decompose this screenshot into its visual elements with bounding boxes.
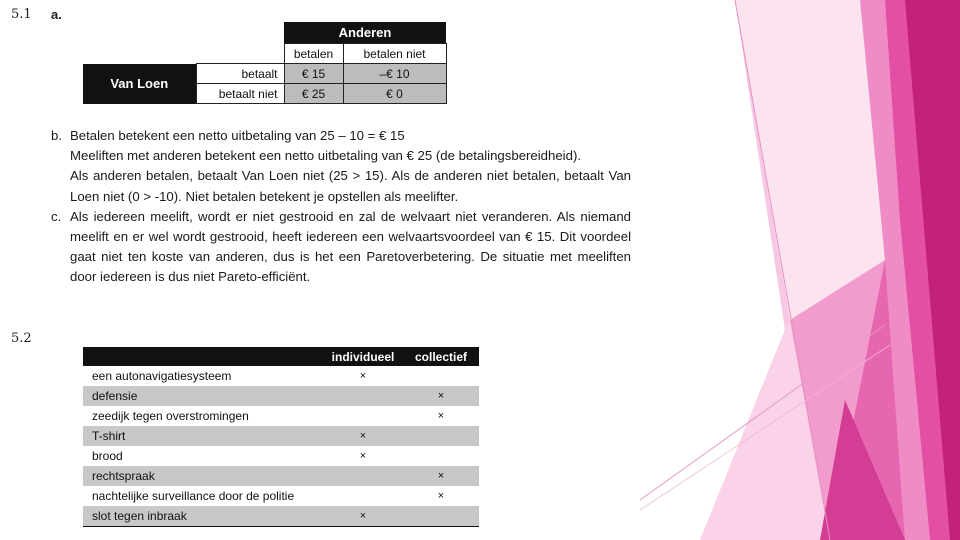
table-row <box>83 426 479 446</box>
payoff-group-header: Anderen <box>284 22 446 44</box>
mark-individueel: × <box>359 450 367 462</box>
part-c-text: Als iedereen meelift, wordt er niet gestrooid en zal de welvaart niet veranderen. Als niemand meelift en er wel wordt gestrooid, heeft iedereen een welvaartsvoordeel van € 15. Dit voordeel gaat niet ten koste van anderen, dus is het een Paretoverbetering. De situatie met meeliften door iedereen is dus niet Pareto-efficiënt. <box>70 208 631 285</box>
answer-text <box>51 126 631 288</box>
payoff-cell: € 0 <box>343 84 446 104</box>
mark-collectief <box>403 506 479 527</box>
good-name: zeedijk tegen overstromingen <box>92 409 249 423</box>
mark-individueel: × <box>323 506 403 527</box>
good-name: een autonavigatiesysteem <box>92 369 232 383</box>
payoff-row-label: betaalt niet <box>196 84 284 104</box>
mark-collectief: × <box>437 490 445 502</box>
part-b <box>51 126 631 207</box>
payoff-col-header: betalen niet <box>343 44 446 64</box>
table-row <box>83 466 479 486</box>
part-b-label: b. <box>51 128 62 143</box>
mark-collectief: × <box>437 410 445 422</box>
mark-collectief: × <box>403 466 479 486</box>
payoff-cell: –€ 10 <box>343 64 446 84</box>
section-number: 5.1 <box>11 7 32 22</box>
payoff-cell: € 25 <box>284 84 343 104</box>
table-row <box>83 406 479 426</box>
mark-collectief <box>403 366 479 386</box>
good-name: slot tegen inbraak <box>83 506 323 527</box>
good-name: defensie <box>83 386 323 406</box>
table-row <box>83 486 479 506</box>
good-name: nachtelijke surveillance door de politie <box>92 489 295 503</box>
table-row <box>83 366 479 386</box>
mark-individueel <box>323 486 403 506</box>
payoff-table <box>83 22 447 104</box>
mark-individueel: × <box>359 370 367 382</box>
table-row <box>83 386 479 406</box>
mark-collectief <box>403 446 479 466</box>
part-b-line: Meeliften met anderen betekent een netto uitbetaling van € 25 (de betalingsbereidheid). <box>70 148 582 164</box>
mark-collectief <box>403 426 479 446</box>
table-row <box>83 506 479 527</box>
good-name: rechtspraak <box>83 466 323 486</box>
part-a-label: a. <box>51 7 62 22</box>
mark-individueel <box>323 406 403 426</box>
part-b-line: Als anderen betalen, betaalt Van Loen niet (25 > 15). Als de anderen niet betalen, betaalt Van Loen niet (0 > -10). Niet betalen betekent je opstellen als meelifter. <box>70 168 631 204</box>
goods-header-individueel: individueel <box>323 347 403 366</box>
payoff-row-label: betaalt <box>196 64 284 84</box>
payoff-row-group-label: Van Loen <box>83 64 196 104</box>
goods-table <box>83 347 479 527</box>
mark-individueel <box>323 386 403 406</box>
goods-header-name <box>83 347 323 366</box>
mark-individueel <box>323 466 403 486</box>
mark-collectief: × <box>403 386 479 406</box>
payoff-cell: € 15 <box>284 64 343 84</box>
good-name: brood <box>92 449 123 463</box>
mark-individueel: × <box>323 426 403 446</box>
goods-header-collectief: collectief <box>403 347 479 366</box>
payoff-col-header: betalen <box>284 44 343 64</box>
part-c-label: c. <box>51 208 62 224</box>
part-b-line: Betalen betekent een netto uitbetaling van 25 – 10 = € 15 <box>70 128 405 143</box>
section-number: 5.2 <box>11 331 32 346</box>
table-row <box>83 446 479 466</box>
good-name: T-shirt <box>83 426 323 446</box>
part-c <box>51 207 631 288</box>
